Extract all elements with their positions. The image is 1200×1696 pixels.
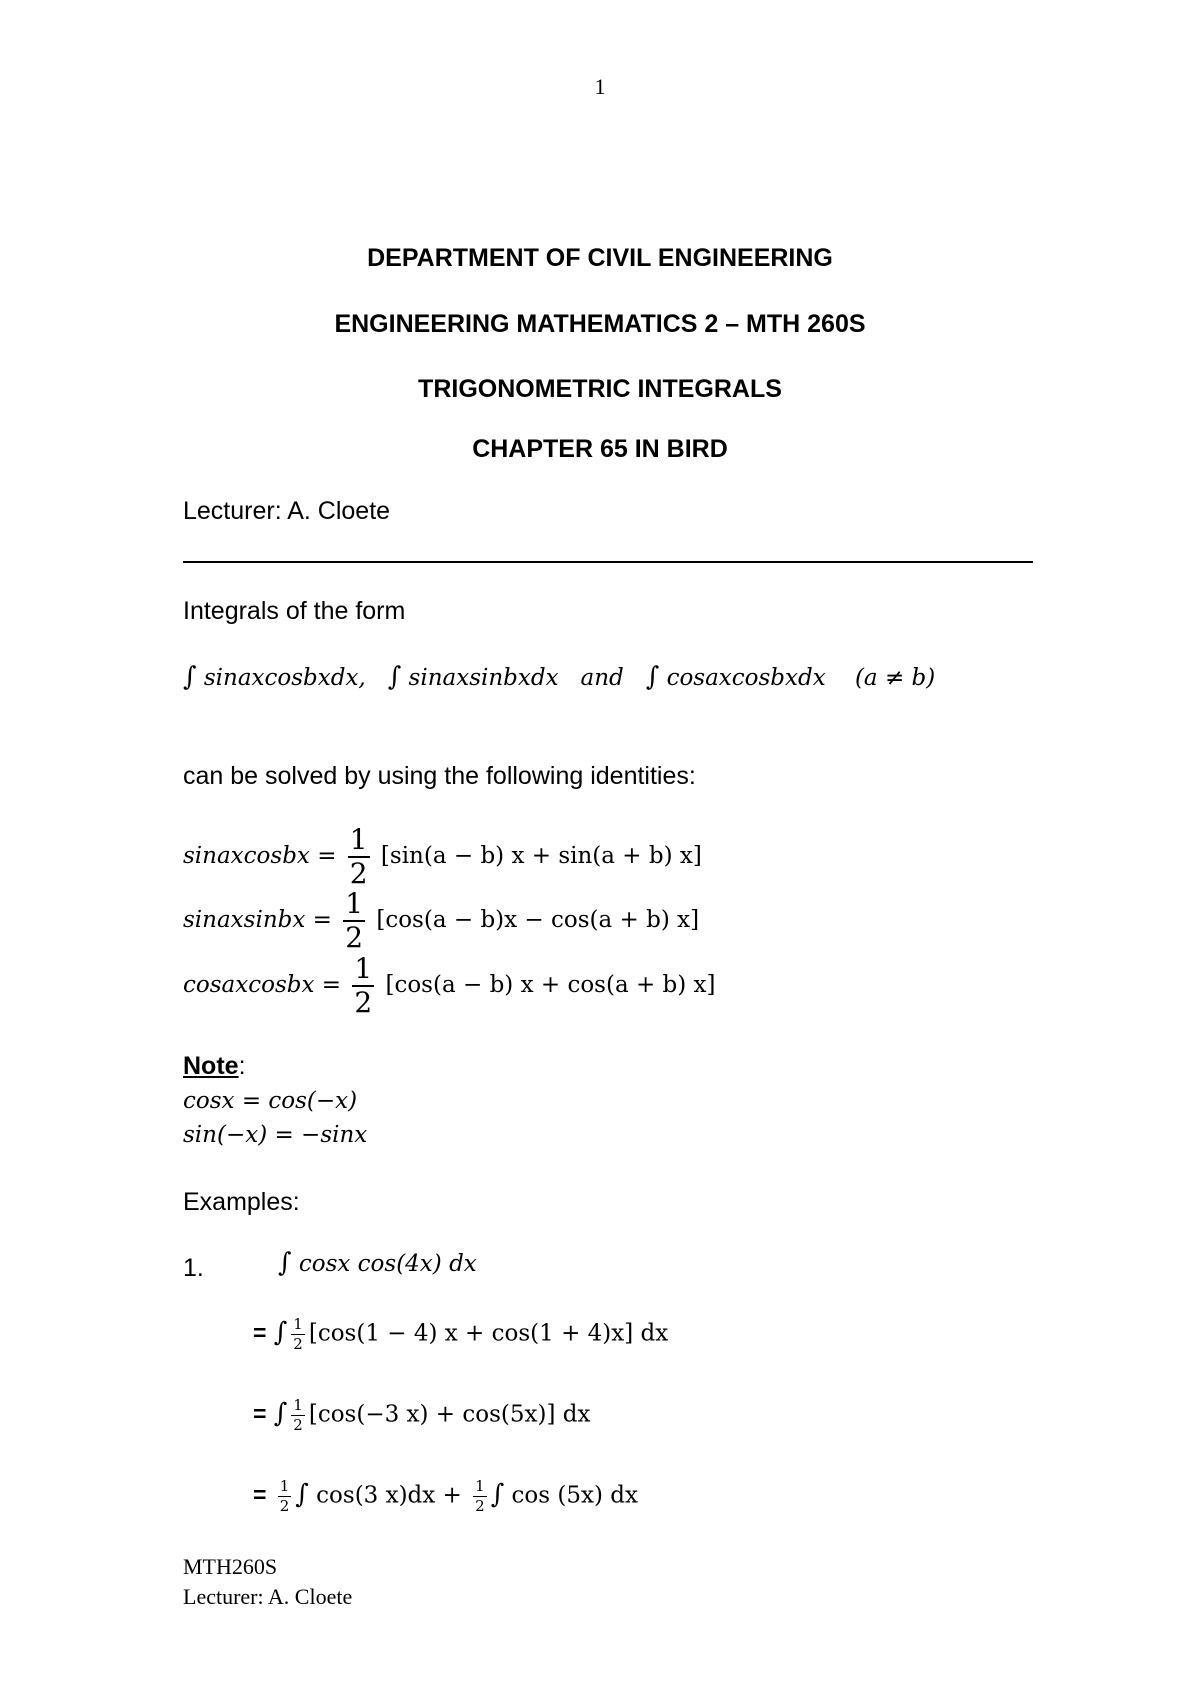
chapter-heading: CHAPTER 65 IN BIRD (472, 435, 728, 463)
step-fraction: $\frac{1}{2}$ (279, 1477, 290, 1515)
note-label: Note (183, 1052, 239, 1080)
integral-form-2: sinaxsinbxdx (408, 665, 559, 691)
course-heading: ENGINEERING MATHEMATICS 2 – MTH 260S (334, 310, 866, 338)
identity-rhs: [sin(a − b) x + sin(a + b) x] (380, 843, 702, 869)
identity-rhs: [cos(a − b) x + cos(a + b) x] (385, 972, 716, 998)
integral-sign-icon: ∫ (295, 1479, 309, 1510)
integral-sign-icon: ∫ (278, 1248, 292, 1278)
identity-rhs: [cos(a − b)x − cos(a + b) x] (376, 907, 700, 933)
integral-condition: (a ≠ b) (854, 665, 936, 691)
lecturer-line: Lecturer: A. Cloete (183, 497, 391, 525)
integral-forms-and: and (580, 665, 624, 691)
note-heading (183, 1052, 246, 1081)
integral-sign-icon: ∫ (645, 662, 660, 692)
example-step-2: = ∫ $\frac{1}{2}$ [cos(−3 x) + cos(5x)] dx (253, 1396, 591, 1434)
identity-fraction: $\frac{1}{2}$ (349, 823, 368, 890)
department-heading: DEPARTMENT OF CIVIL ENGINEERING (367, 244, 833, 272)
footer-lecturer: Lecturer: A. Cloete (183, 1584, 353, 1609)
topic-heading: TRIGONOMETRIC INTEGRALS (418, 375, 782, 403)
integral-sign-icon: ∫ (183, 662, 197, 692)
integral-sign-icon: ∫ (273, 1398, 288, 1429)
identities-intro: can be solved by using the following identities: (183, 762, 696, 790)
integral-form-1: sinaxcosbxdx, (203, 665, 366, 691)
identity-fraction: $\frac{1}{2}$ (354, 952, 373, 1019)
example-expression: ∫ cosx cos(4x) dx (278, 1248, 477, 1278)
identity-lhs: sinaxsinbx = (183, 907, 332, 933)
integral-sign-icon: ∫ (490, 1479, 505, 1510)
example-number: 1. (183, 1254, 204, 1282)
identity-row (183, 952, 716, 1019)
step-fraction: $\frac{1}{2}$ (293, 1396, 303, 1434)
step-fraction: $\frac{1}{2}$ (475, 1477, 485, 1515)
page-number: 1 (594, 74, 606, 99)
identity-lhs: sinaxcosbx = (183, 843, 337, 869)
footer-course-code: MTH260S (183, 1554, 278, 1579)
identity-row (183, 887, 700, 954)
integral-sign-icon: ∫ (273, 1317, 288, 1348)
integral-form-3: cosaxcosbxdx (666, 665, 826, 691)
identity-fraction: $\frac{1}{2}$ (345, 887, 364, 954)
integral-sign-icon: ∫ (387, 662, 402, 692)
identity-row (183, 823, 702, 890)
examples-label: Examples: (183, 1188, 300, 1216)
header-divider (183, 561, 1033, 563)
note-line-2: sin(−x) = −sinx (183, 1122, 368, 1148)
note-colon: : (238, 1052, 246, 1080)
integral-forms (183, 662, 935, 692)
example-step-3: = $\frac{1}{2}$ ∫ cos(3 x)dx + $\frac{1}{2}$ ∫ cos (5x) dx (253, 1477, 638, 1515)
intro-text: Integrals of the form (183, 597, 406, 625)
example-step-1: = ∫ $\frac{1}{2}$ [cos(1 − 4) x + cos(1 + 4)x] dx (253, 1315, 669, 1353)
identity-lhs: cosaxcosbx = (183, 972, 342, 998)
step-fraction: $\frac{1}{2}$ (293, 1315, 303, 1353)
note-line-1: cosx = cos(−x) (183, 1088, 358, 1114)
